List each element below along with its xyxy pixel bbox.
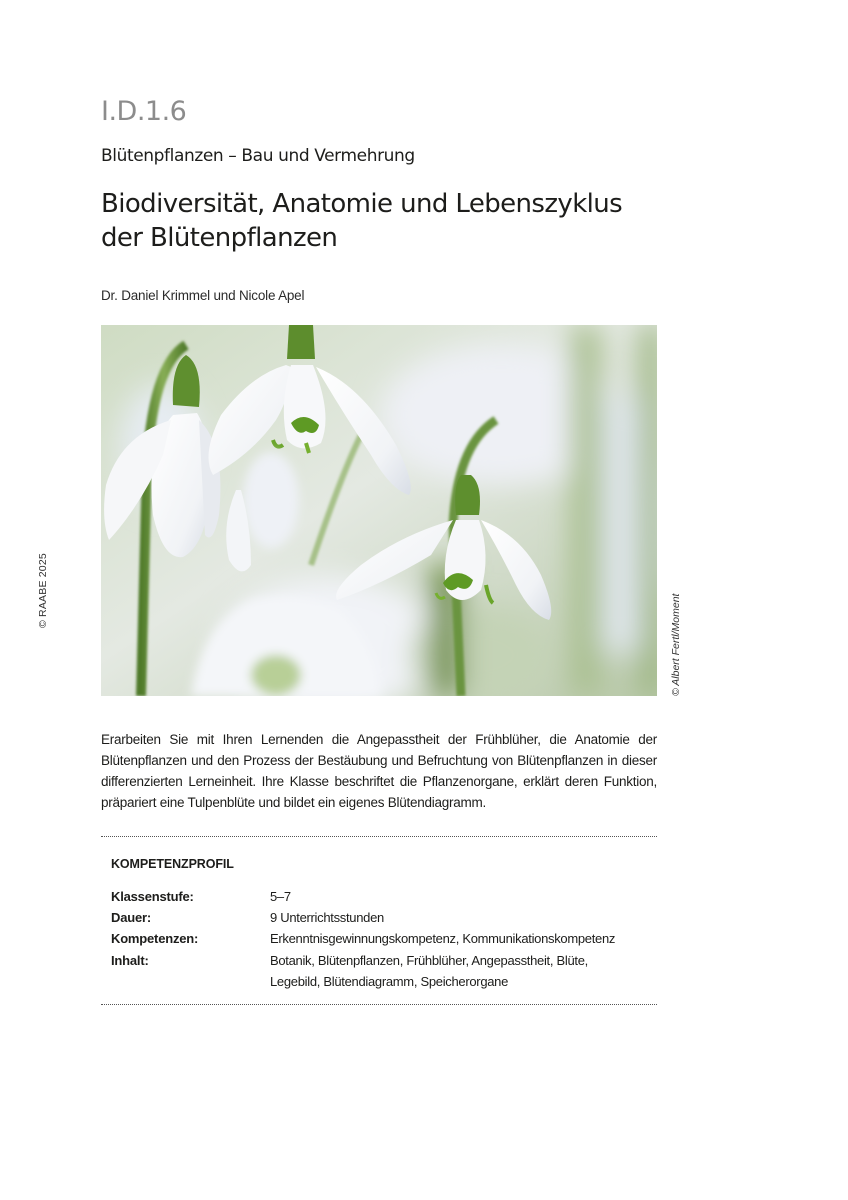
divider-bottom xyxy=(101,1004,657,1005)
profile-heading: KOMPETENZPROFIL xyxy=(111,857,234,871)
profile-label: Dauer: xyxy=(111,910,151,926)
authors: Dr. Daniel Krimmel und Nicole Apel xyxy=(101,288,305,303)
divider-top xyxy=(101,836,657,837)
page-title: Biodiversität, Anatomie und Lebenszyklus der Blütenpflanzen xyxy=(101,189,623,253)
profile-label: Klassenstufe: xyxy=(111,889,194,904)
series-title: Blütenpflanzen – Bau und Vermehrung xyxy=(101,146,415,166)
profile-row-kompetenzen xyxy=(111,928,651,949)
profile-value: 5–7 xyxy=(270,889,291,904)
competency-profile-table xyxy=(111,886,651,992)
profile-value: 9 Unterrichtsstunden xyxy=(270,910,384,926)
profile-row-dauer xyxy=(111,907,651,928)
profile-row-klassenstufe xyxy=(111,886,651,907)
profile-value: Botanik, Blütenpflanzen, Frühblüher, Angepasstheit, Blüte, Legebild, Blütendiagramm, Speicherorgane xyxy=(270,952,588,989)
profile-label: Inhalt: xyxy=(111,952,149,968)
cover-photo-snowdrops xyxy=(101,325,657,696)
profile-label: Kompetenzen: xyxy=(111,931,199,947)
photo-credit: © Albert Fertl/Moment xyxy=(670,593,682,696)
copyright-notice: © RAABE 2025 xyxy=(37,553,49,628)
profile-row-inhalt xyxy=(111,950,651,992)
document-code: I.D.1.6 xyxy=(101,96,187,127)
profile-value: Erkenntnisgewinnungskompetenz, Kommunikationskompetenz xyxy=(270,931,616,947)
intro-paragraph: Erarbeiten Sie mit Ihren Lernenden die Angepasstheit der Frühblüher, die Anatomie der Blütenpflanzen und den Prozess der Bestäubung und Befruchtung von Blütenpflanzen in dieser differenzierten Lerneinheit. Ihre Klasse beschriftet die Pflanzenorgane, erklärt deren Funktion, präpariert eine Tulpenblüte und bildet ein eigenes Blütendiagramm. xyxy=(101,732,657,810)
snowdrop-photo-illustration xyxy=(101,325,657,696)
